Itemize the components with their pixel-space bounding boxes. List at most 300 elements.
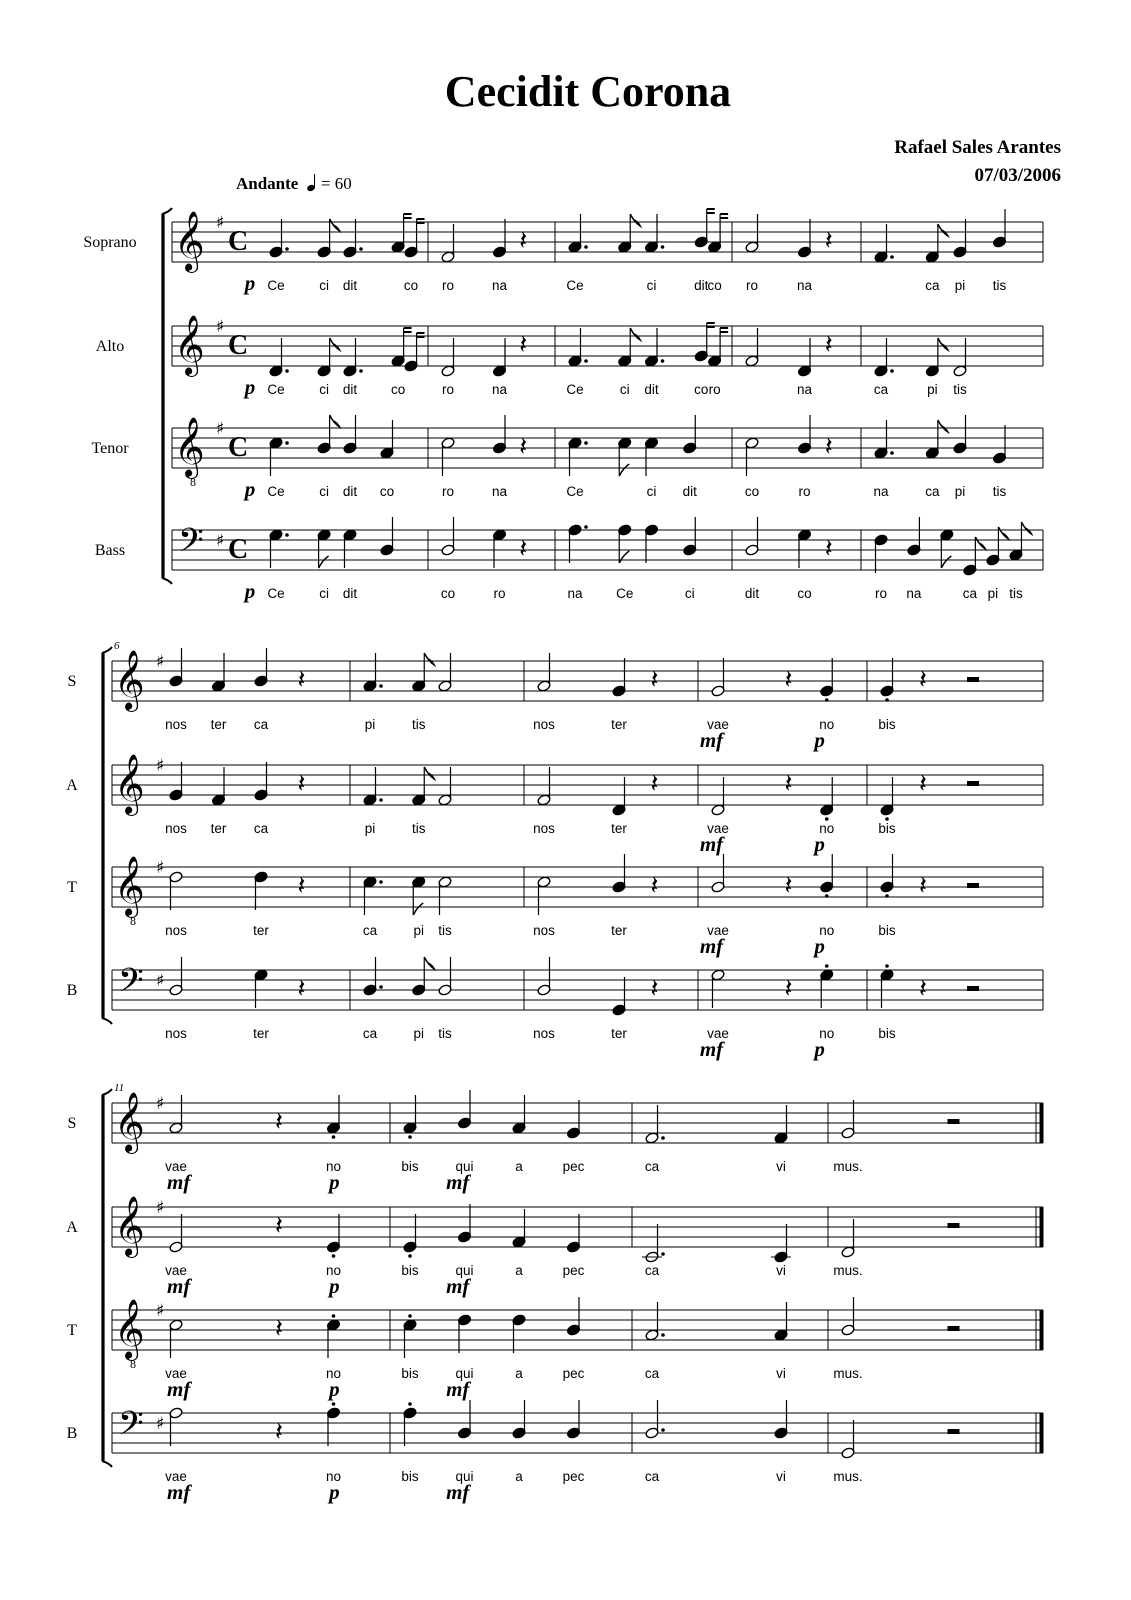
- dynamic-marking: p: [329, 1480, 340, 1504]
- lyric-syllable: ro: [493, 586, 506, 601]
- composition-date: 07/03/2006: [974, 165, 1061, 186]
- lyric-syllable: ter: [611, 821, 627, 836]
- lyric-syllable: ca: [644, 1469, 660, 1484]
- quarter-rest: 𝄽: [297, 665, 306, 695]
- quarter-rest: 𝄽: [650, 974, 659, 1004]
- time-signature: C: [228, 432, 249, 463]
- lyric-syllable: no: [325, 1366, 342, 1381]
- lyric-syllable: ro: [441, 278, 455, 293]
- lyric-syllable: pec: [562, 1263, 585, 1278]
- half-rest: [967, 883, 979, 888]
- lyric-syllable: ro: [874, 586, 888, 601]
- lyric-syllable: bis: [401, 1366, 419, 1381]
- dot: [661, 1333, 665, 1337]
- dynamic-marking: mf: [167, 1377, 191, 1401]
- lyric-syllable: ca: [253, 717, 269, 732]
- tempo-bpm: = 60: [320, 174, 352, 193]
- flag: [941, 556, 951, 568]
- time-signature: C: [228, 226, 249, 257]
- lyric-syllable: dit: [744, 586, 760, 601]
- lyric-syllable: nos: [165, 717, 187, 732]
- staccato-dot: [332, 1254, 336, 1258]
- dot: [584, 525, 588, 529]
- sharp-icon: ♯: [216, 213, 225, 233]
- flag: [330, 219, 340, 231]
- flag: [630, 214, 640, 226]
- dot: [661, 245, 665, 249]
- dot: [359, 369, 363, 373]
- bracket-top: [102, 647, 112, 653]
- staccato-dot: [885, 698, 889, 702]
- sharp-icon: ♯: [156, 1414, 165, 1434]
- dot: [890, 451, 894, 455]
- staccato-dot: [332, 1314, 336, 1318]
- lyric-syllable: ca: [644, 1263, 660, 1278]
- tempo-word: Andante: [236, 174, 299, 193]
- flag: [938, 338, 948, 350]
- staff-S: [112, 1090, 1043, 1194]
- sharp-icon: ♯: [156, 1301, 165, 1321]
- voice-label: S: [67, 673, 77, 690]
- octave-eight: 8: [190, 475, 196, 489]
- lyric-syllable: vae: [165, 1159, 187, 1174]
- lyric-syllable: vae: [165, 1469, 187, 1484]
- lyric-syllable: qui: [455, 1159, 474, 1174]
- staccato-dot: [885, 894, 889, 898]
- bracket-bottom: [102, 1461, 112, 1467]
- lyric-syllable: tis: [992, 484, 1007, 499]
- quarter-rest: 𝄽: [824, 226, 833, 256]
- lyric-syllable: tis: [412, 821, 426, 836]
- lyric-syllable: nos: [165, 1026, 187, 1041]
- half-rest: [967, 781, 979, 786]
- lyric-syllable: Ce: [267, 382, 285, 397]
- dot: [890, 369, 894, 373]
- lyric-syllable: na: [491, 382, 508, 397]
- staccato-dot: [332, 1135, 336, 1139]
- lyric-syllable: pec: [562, 1366, 585, 1381]
- lyric-syllable: nos: [533, 923, 555, 938]
- dot: [584, 359, 588, 363]
- lyric-syllable: ca: [644, 1159, 660, 1174]
- beam: [417, 219, 425, 223]
- lyric-syllable: ca: [962, 586, 978, 601]
- staff-A: [112, 1196, 1043, 1298]
- quarter-rest: 𝄽: [519, 330, 528, 360]
- quarter-rest: 𝄽: [275, 1417, 283, 1447]
- staff-T: [172, 415, 1043, 501]
- bracket-bottom: [102, 1018, 112, 1024]
- lyric-syllable: ter: [611, 1026, 627, 1041]
- lyric-syllable: qui: [455, 1469, 474, 1484]
- lyric-syllable: pi: [954, 484, 966, 499]
- dynamic-marking: p: [329, 1377, 340, 1401]
- lyric-syllable: ca: [925, 484, 940, 499]
- treble-clef-icon: 𝄞: [114, 1299, 145, 1359]
- lyric-syllable: no: [325, 1263, 342, 1278]
- voice-label: S: [67, 1115, 77, 1132]
- quarter-rest: 𝄽: [650, 665, 659, 695]
- lyric-syllable: Ce: [267, 278, 285, 293]
- lyric-syllable: dit: [342, 586, 358, 601]
- flag: [330, 415, 340, 427]
- dynamic-marking: p: [244, 579, 256, 603]
- staccato-dot: [885, 964, 889, 968]
- treble-clef-icon: 𝄞: [114, 650, 145, 710]
- quarter-rest: 𝄽: [297, 769, 306, 799]
- lyric-syllable: qui: [455, 1263, 474, 1278]
- dot: [285, 369, 289, 373]
- lyric-syllable: ca: [873, 382, 889, 397]
- lyric-syllable: co: [390, 382, 406, 397]
- staff-B: [172, 517, 1043, 603]
- lyric-syllable: ci: [319, 382, 329, 397]
- quarter-rest: 𝄽: [275, 1107, 283, 1137]
- lyric-syllable: na: [796, 278, 813, 293]
- bass-clef-icon: 𝄢: [118, 1405, 144, 1451]
- lyric-syllable: co: [379, 484, 395, 499]
- score-title: Cecidit Corona: [444, 67, 732, 116]
- flag: [619, 464, 629, 476]
- quarter-rest: 𝄽: [784, 665, 793, 695]
- lyric-syllable: pi: [364, 717, 376, 732]
- voice-label: Bass: [94, 542, 126, 559]
- system-3: [102, 1089, 1043, 1504]
- lyric-syllable: ca: [925, 278, 940, 293]
- quarter-rest: 𝄽: [275, 1211, 283, 1241]
- lyric-syllable: tis: [412, 717, 426, 732]
- bracket-top: [102, 1089, 112, 1095]
- lyric-syllable: ci: [684, 586, 695, 601]
- lyric-syllable: Ce: [566, 382, 584, 397]
- beam: [404, 328, 412, 332]
- quarter-rest: 𝄽: [919, 665, 927, 695]
- sharp-icon: ♯: [156, 971, 165, 991]
- lyric-syllable: ca: [253, 821, 269, 836]
- half-rest: [948, 1326, 960, 1331]
- treble-clef-icon: 𝄞: [174, 211, 205, 271]
- dynamic-marking: mf: [446, 1274, 470, 1298]
- lyric-syllable: vae: [165, 1263, 187, 1278]
- lyric-syllable: ro: [798, 484, 811, 499]
- lyric-syllable: bis: [401, 1159, 419, 1174]
- composer-name: Rafael Sales Arantes: [894, 137, 1061, 158]
- staff-S: [112, 648, 1043, 752]
- flag: [413, 903, 423, 915]
- quarter-rest: 𝄽: [519, 534, 528, 564]
- lyric-syllable: mus.: [833, 1263, 863, 1278]
- voice-label: Soprano: [83, 234, 137, 251]
- quarter-rest: 𝄽: [519, 432, 528, 462]
- lyric-syllable: na: [491, 484, 508, 499]
- dot: [584, 441, 588, 445]
- quarter-rest: 𝄽: [784, 871, 793, 901]
- treble-clef-icon: 𝄞: [174, 315, 205, 375]
- time-signature: C: [228, 330, 249, 361]
- lyric-syllable: Ce: [616, 586, 634, 601]
- staff-A: [112, 754, 1043, 856]
- flag: [938, 420, 948, 432]
- lyric-syllable: ter: [210, 717, 227, 732]
- lyric-syllable: dit: [694, 278, 709, 293]
- lyric-syllable: co: [403, 278, 419, 293]
- lyric-syllable: ter: [210, 821, 227, 836]
- lyric-syllable: tis: [438, 1026, 452, 1041]
- staccato-dot: [408, 1135, 412, 1139]
- dot: [379, 798, 383, 802]
- lyric-syllable: vae: [707, 717, 729, 732]
- lyric-syllable: tis: [438, 923, 452, 938]
- lyric-syllable: nos: [165, 923, 187, 938]
- lyric-syllable: no: [819, 1026, 835, 1041]
- lyric-syllable: bis: [878, 923, 896, 938]
- dot: [661, 1252, 665, 1256]
- flag: [424, 653, 434, 665]
- staccato-dot: [825, 894, 829, 898]
- flag: [424, 767, 434, 779]
- lyric-syllable: dit: [342, 382, 358, 397]
- dynamic-marking: p: [814, 728, 825, 752]
- treble-clef-icon: 𝄞: [114, 1196, 145, 1256]
- octave-eight: 8: [130, 1357, 136, 1371]
- lyric-syllable: na: [567, 586, 583, 601]
- dot: [379, 985, 383, 989]
- dynamic-marking: mf: [699, 934, 724, 958]
- dynamic-marking: p: [814, 1037, 825, 1061]
- lyric-syllable: vi: [776, 1263, 786, 1278]
- lyric-syllable: na: [873, 484, 889, 499]
- quarter-rest: 𝄽: [784, 974, 793, 1004]
- sharp-icon: ♯: [216, 419, 225, 439]
- flag: [319, 556, 329, 568]
- dynamic-marking: p: [244, 477, 256, 501]
- lyric-syllable: pi: [954, 278, 966, 293]
- flag: [330, 338, 340, 350]
- staff-S: [172, 209, 1043, 295]
- dynamic-marking: p: [814, 832, 825, 856]
- lyric-syllable: Ce: [566, 484, 584, 499]
- lyric-syllable: ro: [441, 382, 455, 397]
- staff-B: [112, 1400, 1043, 1504]
- quarter-rest: 𝄽: [519, 226, 528, 256]
- dynamic-marking: p: [814, 934, 825, 958]
- lyric-syllable: co: [797, 586, 812, 601]
- octave-eight: 8: [130, 914, 136, 928]
- half-rest: [948, 1429, 960, 1434]
- lyric-syllable: ca: [362, 923, 378, 938]
- dot: [285, 247, 289, 251]
- measure-number: 11: [114, 1082, 125, 1094]
- staccato-dot: [408, 1402, 412, 1406]
- flag: [938, 224, 948, 236]
- lyric-syllable: co: [694, 382, 709, 397]
- lyric-syllable: ci: [319, 586, 329, 601]
- lyric-syllable: ro: [441, 484, 455, 499]
- voice-label: B: [66, 982, 78, 999]
- dynamic-marking: p: [244, 271, 256, 295]
- dot: [285, 533, 289, 537]
- bracket-top: [162, 208, 172, 214]
- sharp-icon: ♯: [216, 317, 225, 337]
- lyric-syllable: tis: [953, 382, 967, 397]
- lyric-syllable: no: [819, 821, 835, 836]
- lyric-syllable: pi: [927, 382, 938, 397]
- lyric-syllable: ci: [646, 484, 657, 499]
- quarter-rest: 𝄽: [919, 769, 927, 799]
- lyric-syllable: vae: [707, 923, 729, 938]
- lyric-syllable: qui: [455, 1366, 474, 1381]
- lyric-syllable: ci: [646, 278, 657, 293]
- half-rest: [967, 677, 979, 682]
- dot: [379, 880, 383, 884]
- lyric-syllable: nos: [533, 821, 555, 836]
- dynamic-marking: mf: [699, 832, 724, 856]
- voice-label: Alto: [95, 338, 125, 355]
- dynamic-marking: mf: [699, 728, 724, 752]
- dot: [661, 1428, 665, 1432]
- dynamic-marking: mf: [167, 1170, 191, 1194]
- dynamic-marking: mf: [699, 1037, 724, 1061]
- lyric-syllable: nos: [533, 717, 555, 732]
- lyric-syllable: ter: [253, 923, 269, 938]
- lyric-syllable: ca: [644, 1366, 660, 1381]
- treble-clef-icon: 𝄞: [114, 754, 145, 814]
- sharp-icon: ♯: [216, 531, 225, 551]
- voice-label: A: [66, 777, 78, 794]
- quarter-rest: 𝄽: [275, 1314, 283, 1344]
- staff-T: [112, 854, 1043, 958]
- lyric-syllable: vae: [165, 1366, 187, 1381]
- lyric-syllable: ter: [611, 923, 627, 938]
- lyric-syllable: mus.: [833, 1159, 863, 1174]
- dynamic-marking: mf: [446, 1377, 470, 1401]
- flag: [424, 957, 434, 969]
- staff-B: [112, 957, 1043, 1061]
- lyric-syllable: pi: [987, 586, 999, 601]
- lyric-syllable: Ce: [566, 278, 584, 293]
- lyric-syllable: na: [491, 278, 508, 293]
- treble-clef-icon: 𝄞: [114, 856, 145, 916]
- lyric-syllable: ca: [362, 1026, 378, 1041]
- lyric-syllable: ro: [745, 278, 759, 293]
- lyric-syllable: dit: [342, 484, 358, 499]
- lyric-syllable: ter: [253, 1026, 269, 1041]
- half-rest: [948, 1119, 960, 1124]
- lyric-syllable: ci: [319, 278, 329, 293]
- lyric-syllable: bis: [878, 717, 896, 732]
- dynamic-marking: mf: [167, 1480, 191, 1504]
- lyric-syllable: pi: [364, 821, 376, 836]
- treble-clef-icon: 𝄞: [114, 1092, 145, 1152]
- system-1: [162, 208, 1043, 603]
- half-rest: [967, 986, 979, 991]
- lyric-syllable: Ce: [267, 586, 285, 601]
- lyric-syllable: pec: [562, 1469, 585, 1484]
- quarter-rest: 𝄽: [297, 871, 306, 901]
- lyric-syllable: ro: [708, 382, 721, 397]
- voice-label: A: [66, 1219, 78, 1236]
- beam: [417, 333, 425, 337]
- staccato-dot: [825, 698, 829, 702]
- time-signature: C: [228, 534, 249, 565]
- staccato-dot: [408, 1254, 412, 1258]
- lyric-syllable: a: [515, 1159, 523, 1174]
- lyric-syllable: tis: [992, 278, 1007, 293]
- lyric-syllable: ter: [611, 717, 627, 732]
- lyric-syllable: mus.: [833, 1366, 863, 1381]
- sharp-icon: ♯: [156, 756, 165, 776]
- lyric-syllable: vi: [776, 1366, 786, 1381]
- lyric-syllable: dit: [342, 278, 358, 293]
- lyric-syllable: a: [515, 1263, 523, 1278]
- bass-clef-icon: 𝄢: [178, 522, 204, 568]
- dot: [661, 359, 665, 363]
- beam: [404, 214, 412, 218]
- measure-number: 6: [114, 640, 120, 652]
- dot: [285, 441, 289, 445]
- lyric-syllable: bis: [878, 821, 896, 836]
- staccato-dot: [825, 964, 829, 968]
- lyric-syllable: vae: [707, 1026, 729, 1041]
- beam: [720, 328, 728, 332]
- lyric-syllable: vae: [707, 821, 729, 836]
- lyric-syllable: bis: [878, 1026, 896, 1041]
- lyric-syllable: a: [515, 1469, 523, 1484]
- staccato-dot: [408, 1314, 412, 1318]
- lyric-syllable: pi: [413, 923, 425, 938]
- lyric-syllable: no: [819, 717, 835, 732]
- system-2: [102, 647, 1043, 1061]
- bracket-bottom: [162, 578, 172, 584]
- quarter-rest: 𝄽: [919, 871, 927, 901]
- lyric-syllable: Ce: [267, 484, 285, 499]
- lyric-syllable: nos: [533, 1026, 555, 1041]
- half-rest: [948, 1223, 960, 1228]
- beam: [707, 323, 715, 327]
- flag: [998, 527, 1008, 539]
- dot: [379, 684, 383, 688]
- bass-clef-icon: 𝄢: [118, 962, 144, 1008]
- quarter-rest: 𝄽: [650, 871, 659, 901]
- staccato-dot: [332, 1402, 336, 1406]
- lyric-syllable: dit: [644, 382, 659, 397]
- quarter-rest: 𝄽: [824, 534, 833, 564]
- beam: [707, 209, 715, 213]
- lyric-syllable: a: [515, 1366, 523, 1381]
- lyric-syllable: na: [796, 382, 813, 397]
- lyric-syllable: bis: [401, 1469, 419, 1484]
- sharp-icon: ♯: [156, 1198, 165, 1218]
- dot: [661, 1136, 665, 1140]
- lyric-syllable: pec: [562, 1159, 585, 1174]
- lyric-syllable: na: [906, 586, 922, 601]
- lyric-syllable: dit: [682, 484, 697, 499]
- staff-A: [172, 315, 1043, 399]
- sharp-icon: ♯: [156, 652, 165, 672]
- dot: [890, 255, 894, 259]
- quarter-rest: 𝄽: [650, 769, 659, 799]
- dynamic-marking: p: [329, 1274, 340, 1298]
- voice-label: T: [67, 1322, 77, 1339]
- lyric-syllable: no: [325, 1159, 342, 1174]
- flag: [1021, 522, 1031, 534]
- quarter-rest: 𝄽: [824, 330, 833, 360]
- lyric-syllable: co: [707, 278, 722, 293]
- voice-label: B: [66, 1425, 78, 1442]
- lyric-syllable: pi: [413, 1026, 425, 1041]
- sharp-icon: ♯: [156, 858, 165, 878]
- flag: [619, 551, 629, 563]
